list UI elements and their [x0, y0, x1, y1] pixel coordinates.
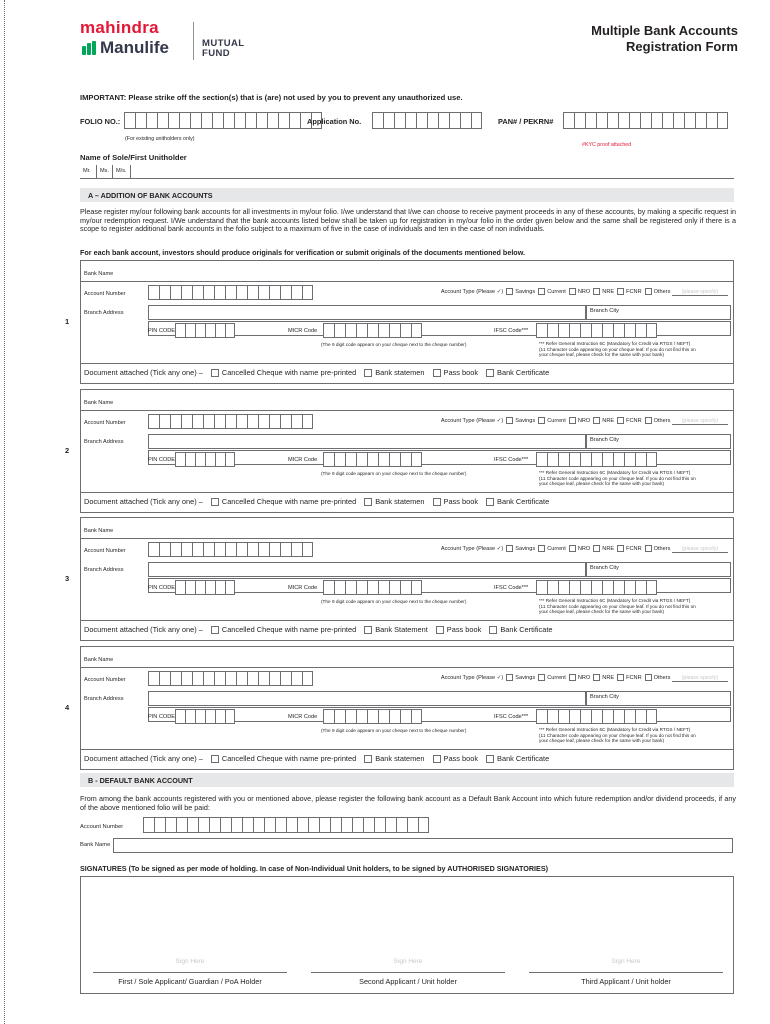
signatures-heading: SIGNATURES (To be signed as per mode of holding. In case of Non-Individual Unit holders, to be signed by AUTHORISED SIGNATORIES) — [80, 864, 549, 873]
others-specify-input[interactable]: (please specify) — [672, 675, 728, 682]
name-label: Name of Sole/First Unitholder — [80, 153, 187, 162]
ifsc-code-input[interactable] — [536, 323, 657, 338]
manulife-bars-icon — [82, 41, 98, 55]
pin-code-input[interactable] — [175, 580, 235, 595]
micr-code-input[interactable] — [323, 452, 422, 467]
folio-label: FOLIO NO.: — [80, 117, 121, 126]
signer-second-label: Second Applicant / Unit holder — [359, 977, 457, 986]
brand-logo — [80, 18, 255, 64]
document-attached-row — [84, 368, 549, 377]
bank-number: 3 — [65, 574, 70, 583]
document-option-3-checkbox[interactable] — [433, 755, 441, 763]
account-type-current-checkbox[interactable] — [538, 417, 545, 424]
ifsc-code-label: IFSC Code*** — [494, 585, 529, 591]
account-type-current-checkbox[interactable] — [538, 674, 545, 681]
micr-note: (The 9 digit code appears on your cheque next to the cheque number) — [321, 471, 467, 476]
micr-code-input[interactable] — [323, 580, 422, 595]
others-specify-input[interactable]: (please specify) — [672, 289, 728, 296]
micr-note: (The 9 digit code appears on your cheque next to the cheque number) — [321, 599, 467, 604]
micr-code-input[interactable] — [323, 323, 422, 338]
brand-name: mahindra — [80, 18, 159, 37]
micr-note: (The 9 digit code appears on your cheque next to the cheque number) — [321, 342, 467, 347]
account-type-options: Account Type (Please ✓) Savings Current NRO NRE FCNR Others (please specify) — [441, 674, 728, 682]
document-option-4-checkbox[interactable] — [486, 755, 494, 763]
account-number-input[interactable] — [148, 285, 313, 300]
ifsc-notes: *** Refer General Instruction 6C (Mandatory for Credit via RTGS / NEFT) (11 Character code appearing on your cheque leaf. If you do not find this on your cheque leaf, please check for the same with your bank) — [539, 727, 696, 743]
document-option-3-checkbox[interactable] — [433, 369, 441, 377]
document-option-2-checkbox[interactable] — [364, 626, 372, 634]
document-option-4-label: Bank Certificate — [500, 625, 553, 634]
account-type-nro-checkbox[interactable] — [569, 674, 576, 681]
others-specify-input[interactable]: (please specify) — [672, 418, 728, 425]
account-type-nre-checkbox[interactable] — [593, 674, 600, 681]
document-label: Document attached (Tick any one) – — [84, 754, 203, 763]
signature-second[interactable]: Sign Here Second Applicant / Unit holder — [299, 877, 517, 995]
micr-code-label: MICR Code — [288, 457, 318, 463]
ifsc-notes: *** Refer General Instruction 6C (Mandatory for Credit via RTGS / NEFT) (11 Character code appearing on your cheque leaf. If you do not find this on your cheque leaf, please check for the same with your bank) — [539, 341, 696, 357]
kyc-note: #KYC proof attached — [582, 142, 632, 148]
document-option-3-checkbox[interactable] — [436, 626, 444, 634]
ifsc-code-input[interactable] — [536, 452, 657, 467]
signature-first[interactable]: Sign Here First / Sole Applicant/ Guardian / PoA Holder — [81, 877, 299, 995]
micr-code-label: MICR Code — [288, 585, 318, 591]
document-option-2-label: Bank statemen — [375, 368, 425, 377]
document-option-2-checkbox[interactable] — [364, 369, 372, 377]
account-type-nre-checkbox[interactable] — [593, 545, 600, 552]
ifsc-code-label: IFSC Code*** — [494, 714, 529, 720]
branch-address-input[interactable] — [148, 691, 586, 706]
signature-third[interactable]: Sign Here Third Applicant / Unit holder — [517, 877, 735, 995]
document-attached-row — [84, 625, 552, 634]
default-bank-name-label: Bank Name — [80, 842, 111, 848]
account-number-input[interactable] — [148, 414, 313, 429]
folio-input[interactable] — [124, 112, 322, 129]
bank-account-1 — [65, 260, 734, 384]
bank-number: 4 — [65, 703, 70, 712]
perforation-line — [4, 0, 5, 1024]
folio-note: (For existing unitholders only) — [125, 136, 195, 142]
document-option-1-label: Cancelled Cheque with name pre-printed — [221, 497, 357, 506]
document-option-4-label: Bank Certificate — [497, 754, 550, 763]
bank-account-4 — [65, 646, 734, 770]
name-input[interactable] — [80, 165, 734, 179]
ifsc-notes: *** Refer General Instruction 6C (Mandatory for Credit via RTGS / NEFT) (11 Character code appearing on your cheque leaf. If you do not find this on your cheque leaf, please check for the same with your bank) — [539, 598, 696, 614]
account-type-nre-checkbox[interactable] — [593, 288, 600, 295]
account-type-nro-checkbox[interactable] — [569, 288, 576, 295]
document-option-1-checkbox[interactable] — [211, 498, 219, 506]
signer-third-label: Third Applicant / Unit holder — [581, 977, 671, 986]
pin-code-label: PIN CODE — [148, 328, 176, 334]
document-option-4-label: Bank Certificate — [497, 497, 550, 506]
title-mr[interactable]: Mr. — [80, 165, 97, 179]
branch-city-input[interactable]: Branch City — [586, 562, 731, 577]
account-number-input[interactable] — [148, 542, 313, 557]
document-option-1-label: Cancelled Cheque with name pre-printed — [221, 625, 357, 634]
account-type-fcnr-checkbox[interactable] — [617, 545, 624, 552]
signature-area — [80, 876, 734, 994]
brand-sub: Manulife — [100, 38, 169, 57]
micr-note: (The 9 digit code appears on your cheque next to the cheque number) — [321, 728, 467, 733]
document-option-1-label: Cancelled Cheque with name pre-printed — [221, 368, 357, 377]
bank-number: 1 — [65, 317, 70, 326]
account-type-current-checkbox[interactable] — [538, 288, 545, 295]
document-option-3-label: Pass book — [443, 754, 479, 763]
important-note: IMPORTANT: Please strike off the section(s) that is (are) not used by you to prevent any unauthorized use. — [80, 93, 463, 102]
signer-first-label: First / Sole Applicant/ Guardian / PoA Holder — [118, 977, 262, 986]
ifsc-code-input[interactable] — [536, 580, 657, 595]
pan-input[interactable] — [563, 112, 728, 129]
brand-mutual-fund: MUTUAL FUND — [202, 38, 245, 59]
bank-account-2 — [65, 389, 734, 513]
branch-city-input[interactable]: Branch City — [586, 434, 731, 449]
account-type-others-checkbox[interactable] — [645, 288, 652, 295]
document-attached-row — [84, 754, 549, 763]
ifsc-code-input[interactable] — [536, 709, 657, 724]
branch-city-input[interactable]: Branch City — [586, 691, 731, 706]
account-number-input[interactable] — [148, 671, 313, 686]
application-label: Application No. — [307, 117, 362, 126]
document-option-1-checkbox[interactable] — [211, 755, 219, 763]
bank-account-3 — [65, 517, 734, 641]
branch-address-input[interactable] — [148, 562, 586, 577]
document-option-1-label: Cancelled Cheque with name pre-printed — [221, 754, 357, 763]
section-a-heading: A – ADDITION OF BANK ACCOUNTS — [80, 188, 734, 202]
document-option-4-checkbox[interactable] — [489, 626, 497, 634]
ifsc-notes: *** Refer General Instruction 6C (Mandatory for Credit via RTGS / NEFT) (11 Character code appearing on your cheque leaf. If you do not find this on your cheque leaf, please check for the same with your bank) — [539, 470, 696, 486]
ifsc-code-label: IFSC Code*** — [494, 328, 529, 334]
section-a-paragraph: Please register my/our following bank accounts for all investments in my/our folio. I/we understand that I/we can choose to receive payment proceeds in any of these accounts, by making a specific request in my/our redemption request. I/We understand that the bank accounts listed below shall be taken up for registration in my/our folio in the order given below and the same shall be registered only if there is a scope to register additional bank accounts in the folio subject to a maximum of five in the case of individuals and ten in the case of non individuals. — [80, 207, 736, 234]
account-type-savings-checkbox[interactable] — [506, 674, 513, 681]
account-type-savings-checkbox[interactable] — [506, 417, 513, 424]
account-type-options: Account Type (Please ✓) Savings Current NRO NRE FCNR Others (please specify) — [441, 288, 728, 296]
document-option-4-label: Bank Certificate — [497, 368, 550, 377]
header-fields-row — [80, 112, 740, 131]
micr-code-label: MICR Code — [288, 328, 318, 334]
pan-label: PAN# / PEKRN# — [498, 117, 554, 126]
ifsc-code-label: IFSC Code*** — [494, 457, 529, 463]
document-option-3-label: Pass book — [443, 368, 479, 377]
account-type-nro-checkbox[interactable] — [569, 545, 576, 552]
document-option-2-label: Bank statemen — [375, 497, 425, 506]
document-option-3-checkbox[interactable] — [433, 498, 441, 506]
default-account-number-input[interactable] — [143, 817, 429, 833]
pin-code-input[interactable] — [175, 709, 235, 724]
document-option-2-label: Bank Statement — [375, 625, 428, 634]
document-option-4-checkbox[interactable] — [486, 498, 494, 506]
account-type-fcnr-checkbox[interactable] — [617, 674, 624, 681]
bank-name-label: Bank Name — [84, 657, 114, 663]
logo-divider — [193, 22, 194, 60]
pin-code-label: PIN CODE — [148, 714, 176, 720]
document-option-2-label: Bank statemen — [375, 754, 425, 763]
document-option-1-checkbox[interactable] — [211, 626, 219, 634]
branch-city-input[interactable]: Branch City — [586, 305, 731, 320]
account-type-options: Account Type (Please ✓) Savings Current NRO NRE FCNR Others (please specify) — [441, 545, 728, 553]
account-type-nre-checkbox[interactable] — [593, 417, 600, 424]
account-type-current-checkbox[interactable] — [538, 545, 545, 552]
document-label: Document attached (Tick any one) – — [84, 625, 203, 634]
account-type-options: Account Type (Please ✓) Savings Current NRO NRE FCNR Others (please specify) — [441, 417, 728, 425]
document-option-4-checkbox[interactable] — [486, 369, 494, 377]
pin-code-label: PIN CODE — [148, 457, 176, 463]
account-type-others-checkbox[interactable] — [645, 417, 652, 424]
title-ms[interactable]: Ms. — [97, 165, 113, 179]
branch-address-label: Branch Address — [84, 310, 124, 316]
account-number-label: Account Number — [84, 677, 126, 683]
section-a-documents-note: For each bank account, investors should produce originals for verification or submit originals of the documents mentioned below. — [80, 248, 526, 257]
branch-address-label: Branch Address — [84, 439, 124, 445]
branch-address-label: Branch Address — [84, 696, 124, 702]
micr-code-label: MICR Code — [288, 714, 318, 720]
account-type-others-checkbox[interactable] — [645, 674, 652, 681]
document-option-2-checkbox[interactable] — [364, 498, 372, 506]
branch-address-label: Branch Address — [84, 567, 124, 573]
document-option-3-label: Pass book — [446, 625, 482, 634]
account-type-savings-checkbox[interactable] — [506, 288, 513, 295]
bank-name-label: Bank Name — [84, 271, 114, 277]
title-ms-company[interactable]: M/s. — [113, 165, 131, 179]
account-number-label: Account Number — [84, 548, 126, 554]
document-option-3-label: Pass book — [443, 497, 479, 506]
application-input[interactable] — [372, 112, 482, 129]
account-type-fcnr-checkbox[interactable] — [617, 288, 624, 295]
branch-address-input[interactable] — [148, 434, 586, 449]
document-attached-row — [84, 497, 549, 506]
document-label: Document attached (Tick any one) – — [84, 368, 203, 377]
pin-code-label: PIN CODE — [148, 585, 176, 591]
pin-code-input[interactable] — [175, 452, 235, 467]
account-number-label: Account Number — [84, 420, 126, 426]
default-account-number-label: Account Number — [80, 824, 124, 830]
account-type-nro-checkbox[interactable] — [569, 417, 576, 424]
account-type-others-checkbox[interactable] — [645, 545, 652, 552]
default-bank-name-input[interactable] — [113, 838, 733, 853]
document-option-2-checkbox[interactable] — [364, 755, 372, 763]
form-title: Multiple Bank Accounts Registration Form — [591, 23, 738, 54]
section-b-heading: B - DEFAULT BANK ACCOUNT — [80, 773, 734, 787]
bank-name-label: Bank Name — [84, 400, 114, 406]
others-specify-input[interactable]: (please specify) — [672, 546, 728, 553]
section-b-paragraph: From among the bank accounts registered with you or mentioned above, please register the following bank account as a Default Bank Account into which future redemption and/or dividend proceeds, if any of the above mentioned folio will be paid: — [80, 794, 736, 812]
document-label: Document attached (Tick any one) – — [84, 497, 203, 506]
micr-code-input[interactable] — [323, 709, 422, 724]
account-number-label: Account Number — [84, 291, 126, 297]
branch-address-input[interactable] — [148, 305, 586, 320]
account-type-savings-checkbox[interactable] — [506, 545, 513, 552]
bank-name-label: Bank Name — [84, 528, 114, 534]
bank-number: 2 — [65, 446, 70, 455]
account-type-fcnr-checkbox[interactable] — [617, 417, 624, 424]
document-option-1-checkbox[interactable] — [211, 369, 219, 377]
pin-code-input[interactable] — [175, 323, 235, 338]
